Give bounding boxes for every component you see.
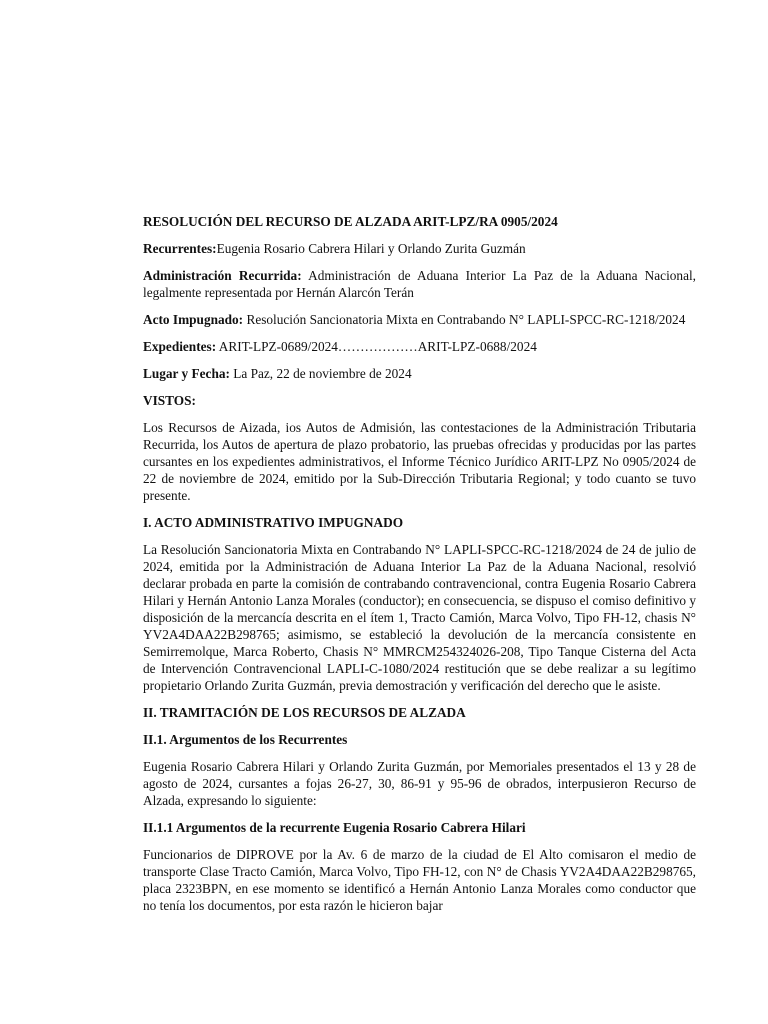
recurrentes-label: Recurrentes: (143, 241, 217, 256)
section-1-paragraph: La Resolución Sancionatoria Mixta en Contrabando N° LAPLI-SPCC-RC-1218/2024 de 24 de julio de 2024, emitida por la Administración de Aduana Interior La Paz de la Aduana Nacional, resolvió declarar probada en parte la comisión de contrabando contravencional, contra Eugenia Rosario Cabrera Hilari y Hernán Antonio Lanza Morales (conductor); en consecuencia, se dispuso el comiso definitivo y disposición de la mercancía descrita en el ítem 1, Tracto Camión, Marca Volvo, Tipo FH-12, chasis N° YV2A4DAA22B298765; asimismo, se estableció la devolución de la mercancía consistente en Semirremolque, Marca Roberto, Chasis N° MMRCM254324026-208, Tipo Tanque Cisterna del Acta de Intervención Contravencional LAPLI-C-1080/2024 restitución que se debe realizar a su legítimo propietario Orlando Zurita Guzmán, previa demostración y verificación del derecho que le asiste. (143, 542, 696, 693)
lugar-fecha-line (143, 365, 696, 382)
acto-line (143, 311, 696, 328)
recurrentes-value: Eugenia Rosario Cabrera Hilari y Orlando Zurita Guzmán (216, 241, 526, 256)
section-2-1-1-paragraph: Funcionarios de DIPROVE por la Av. 6 de marzo de la ciudad de El Alto comisaron el medio de transporte Clase Tracto Camión, Marca Volvo, Tipo FH-12, con N° de Chasis YV2A4DAA22B298765, placa 2323BPN, en ese momento se identificó a Hernán Antonio Lanza Morales como conductor que no tenía los documentos, por esta razón le hicieron bajar (143, 847, 696, 913)
section-2-1-paragraph: Eugenia Rosario Cabrera Hilari y Orlando Zurita Guzmán, por Memoriales presentados el 13 y 28 de agosto de 2024, cursantes a fojas 26-27, 30, 86-91 y 95-96 de obrados, interpusieron Recurso de Alzada, expresando lo siguiente: (143, 759, 696, 808)
recurrentes-line (143, 240, 696, 257)
administracion-label: Administración Recurrida: (143, 268, 302, 283)
section-2-1-1-heading: II.1.1 Argumentos de la recurrente Eugenia Rosario Cabrera Hilari (143, 820, 526, 835)
acto-label: Acto Impugnado: (143, 312, 244, 327)
administracion-value: Administración de Aduana Interior La Paz de la Aduana Nacional, legalmente representada por Hernán Alarcón Terán (143, 268, 696, 300)
lugar-value: La Paz, 22 de noviembre de 2024 (229, 366, 412, 381)
resolution-title: RESOLUCIÓN DEL RECURSO DE ALZADA ARIT-LPZ/RA 0905/2024 (143, 214, 558, 229)
acto-value: Resolución Sancionatoria Mixta en Contrabando N° LAPLI-SPCC-RC-1218/2024 (243, 312, 686, 327)
section-2-heading: II. TRAMITACIÓN DE LOS RECURSOS DE ALZADA (143, 705, 466, 720)
lugar-label: Lugar y Fecha: (143, 366, 230, 381)
administracion-line (143, 267, 696, 301)
expedientes-line (143, 338, 696, 355)
vistos-heading: VISTOS: (143, 393, 196, 408)
vistos-paragraph: Los Recursos de Aizada, ios Autos de Admisión, las contestaciones de la Administración Tributaria Recurrida, los Autos de apertura de plazo probatorio, las pruebas ofrecidas y producidas por las partes cursantes en los expedientes administrativos, el Informe Técnico Jurídico ARIT-LPZ No 0905/2024 de 22 de noviembre de 2024, emitido por la Sub-Dirección Tributaria Regional; y todo cuanto se tuvo presente. (143, 420, 696, 503)
document-page (143, 213, 696, 924)
expedientes-label: Expedientes: (143, 339, 217, 354)
section-2-1-heading: II.1. Argumentos de los Recurrentes (143, 732, 348, 747)
expedientes-value: ARIT-LPZ-0689/2024………………ARIT-LPZ-0688/2024 (216, 339, 537, 354)
section-1-heading: I. ACTO ADMINISTRATIVO IMPUGNADO (143, 515, 404, 530)
